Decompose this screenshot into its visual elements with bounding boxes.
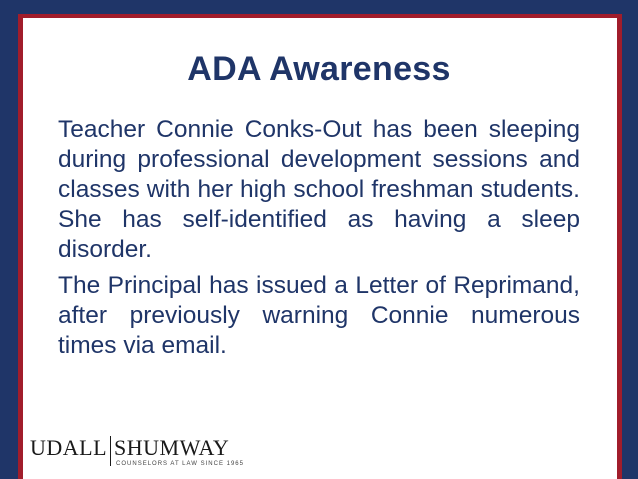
paragraph-2: The Principal has issued a Letter of Reprimand, after previously warning Connie numerous times via email. — [58, 272, 580, 359]
slide-body — [58, 115, 580, 367]
top-border-red — [18, 14, 622, 18]
logo-divider — [110, 436, 111, 466]
logo-tagline: COUNSELORS AT LAW SINCE 1965 — [116, 461, 244, 467]
slide-title: ADA Awareness — [187, 50, 451, 88]
logo-right-word: SHUMWAY — [114, 435, 230, 460]
udall-shumway-logo — [30, 436, 244, 470]
logo-right-block — [114, 436, 244, 467]
top-border-navy — [0, 0, 638, 14]
paragraph-1: Teacher Connie Conks-Out has been sleeping during professional development sessions and classes with her high school freshman students. She has self-identified as having a sleep disorder. — [58, 116, 580, 263]
logo-left-word: UDALL — [30, 435, 108, 460]
